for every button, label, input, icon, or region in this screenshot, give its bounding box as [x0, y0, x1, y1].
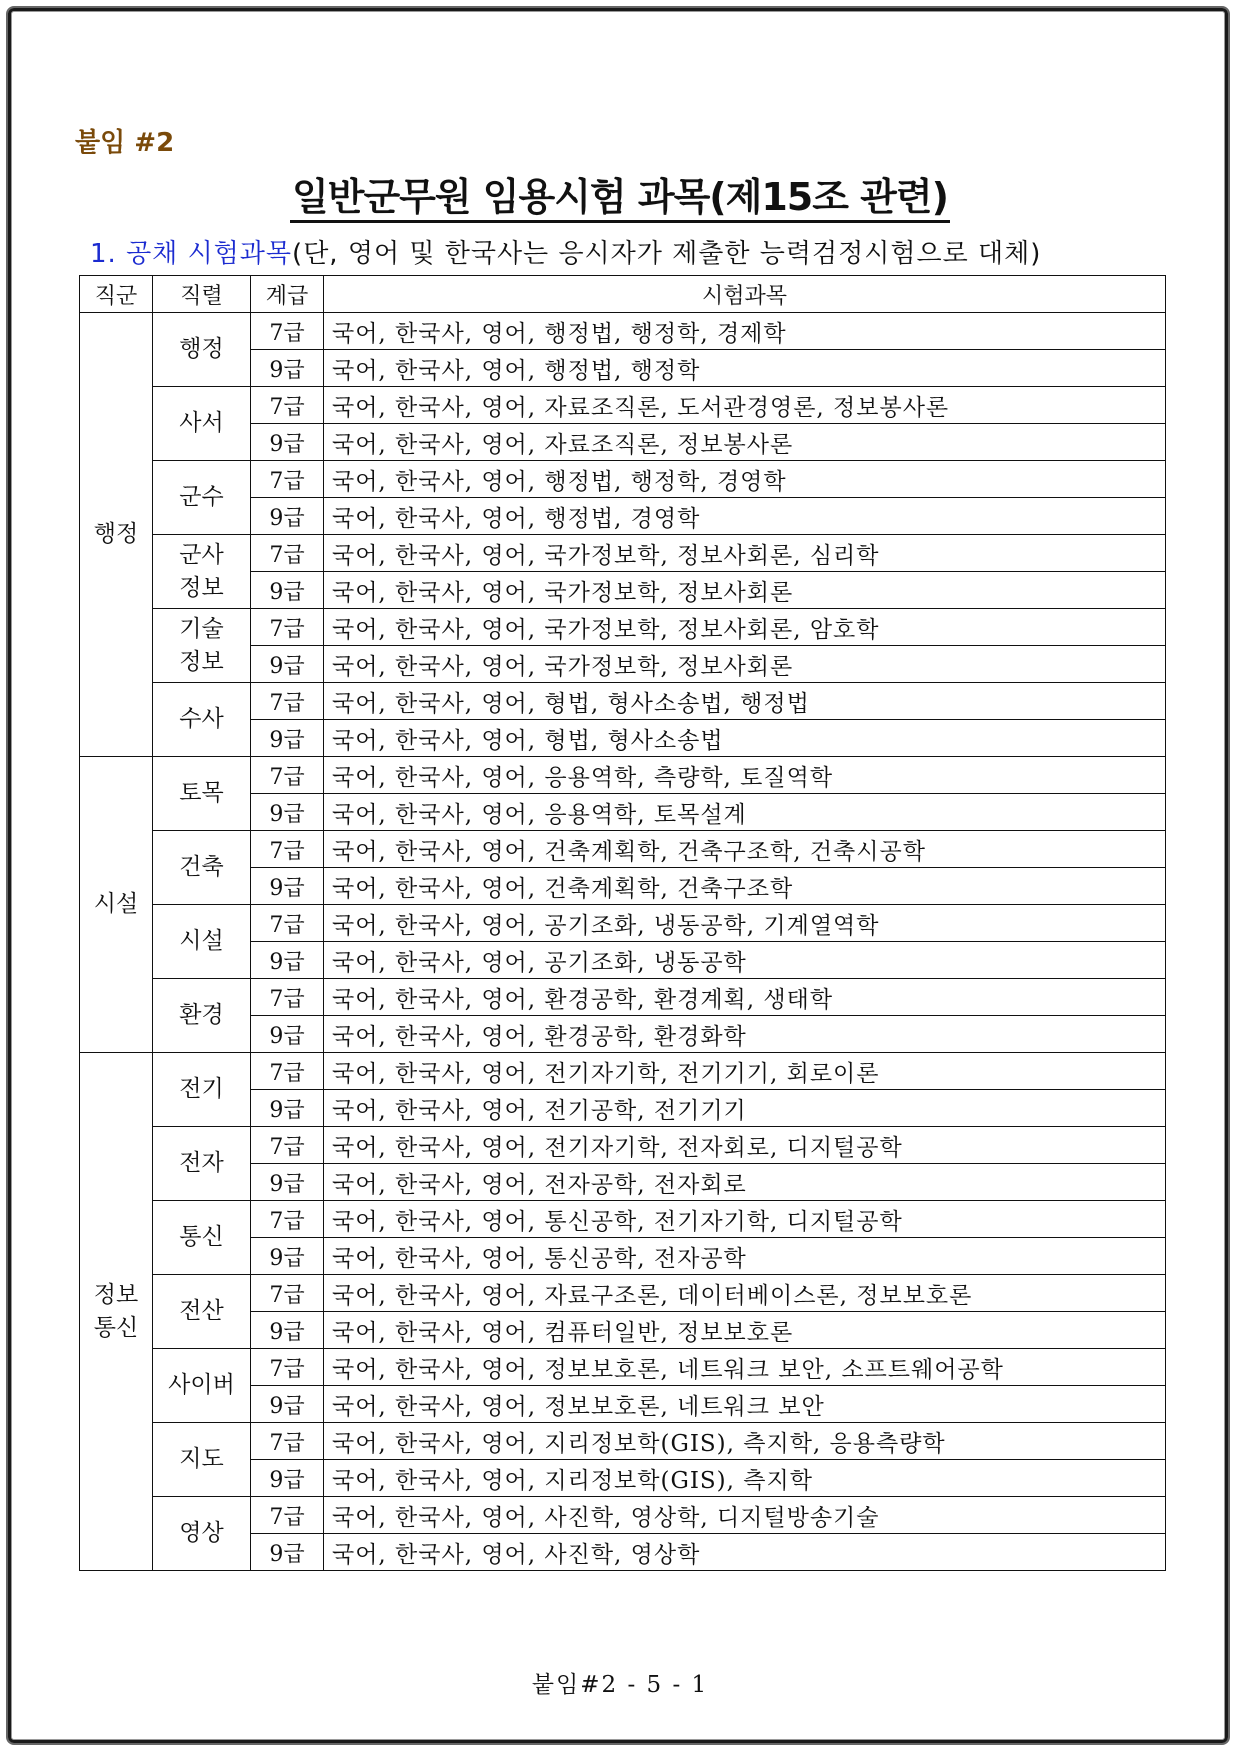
grade-cell: 7급 [251, 461, 324, 498]
grade-cell: 7급 [251, 831, 324, 868]
exam-subjects-table [79, 275, 1166, 1571]
subjects-cell: 국어, 한국사, 영어, 자료구조론, 데이터베이스론, 정보보호론 [324, 1275, 1166, 1312]
subjects-cell: 국어, 한국사, 영어, 공기조화, 냉동공학, 기계열역학 [324, 905, 1166, 942]
table-row [80, 1127, 1166, 1164]
page-title [0, 166, 1240, 221]
subjects-cell: 국어, 한국사, 영어, 사진학, 영상학, 디지털방송기술 [324, 1497, 1166, 1534]
job-cell: 행정 [153, 313, 251, 387]
table-row [80, 461, 1166, 498]
page-title-text: 일반군무원 임용시험 과목(제15조 관련) [290, 175, 950, 223]
job-cell: 전기 [153, 1053, 251, 1127]
grade-cell: 7급 [251, 1423, 324, 1460]
section-heading-label: 1. 공채 시험과목 [90, 239, 293, 269]
table-row [80, 905, 1166, 942]
group-cell: 정보 통신 [80, 1053, 153, 1571]
grade-cell: 7급 [251, 979, 324, 1016]
section-heading [90, 233, 1041, 270]
job-cell: 통신 [153, 1201, 251, 1275]
job-cell: 전산 [153, 1275, 251, 1349]
subjects-cell: 국어, 한국사, 영어, 국가정보학, 정보사회론 [324, 646, 1166, 683]
subjects-cell: 국어, 한국사, 영어, 건축계획학, 건축구조학 [324, 868, 1166, 905]
grade-cell: 7급 [251, 757, 324, 794]
table-row [80, 757, 1166, 794]
subjects-cell: 국어, 한국사, 영어, 환경공학, 환경화학 [324, 1016, 1166, 1053]
table-row [80, 535, 1166, 572]
subjects-cell: 국어, 한국사, 영어, 통신공학, 전자공학 [324, 1238, 1166, 1275]
grade-cell: 7급 [251, 683, 324, 720]
table-row [80, 387, 1166, 424]
table-row [80, 1275, 1166, 1312]
header-subjects: 시험과목 [324, 276, 1166, 313]
grade-cell: 9급 [251, 350, 324, 387]
subjects-cell: 국어, 한국사, 영어, 전자공학, 전자회로 [324, 1164, 1166, 1201]
grade-cell: 7급 [251, 905, 324, 942]
grade-cell: 9급 [251, 1312, 324, 1349]
grade-cell: 9급 [251, 1534, 324, 1571]
subjects-cell: 국어, 한국사, 영어, 국가정보학, 정보사회론, 심리학 [324, 535, 1166, 572]
subjects-cell: 국어, 한국사, 영어, 응용역학, 토목설계 [324, 794, 1166, 831]
job-cell: 군수 [153, 461, 251, 535]
header-job: 직렬 [153, 276, 251, 313]
table-row [80, 683, 1166, 720]
grade-cell: 7급 [251, 313, 324, 350]
grade-cell: 9급 [251, 1460, 324, 1497]
grade-cell: 9급 [251, 572, 324, 609]
grade-cell: 9급 [251, 424, 324, 461]
subjects-cell: 국어, 한국사, 영어, 정보보호론, 네트워크 보안 [324, 1386, 1166, 1423]
grade-cell: 9급 [251, 942, 324, 979]
grade-cell: 7급 [251, 1201, 324, 1238]
grade-cell: 9급 [251, 1238, 324, 1275]
subjects-cell: 국어, 한국사, 영어, 형법, 형사소송법 [324, 720, 1166, 757]
subjects-cell: 국어, 한국사, 영어, 공기조화, 냉동공학 [324, 942, 1166, 979]
grade-cell: 9급 [251, 720, 324, 757]
table-row [80, 609, 1166, 646]
table-body [80, 313, 1166, 1571]
job-cell: 사서 [153, 387, 251, 461]
grade-cell: 9급 [251, 794, 324, 831]
job-cell: 전자 [153, 1127, 251, 1201]
group-cell: 행정 [80, 313, 153, 757]
subjects-cell: 국어, 한국사, 영어, 전기공학, 전기기기 [324, 1090, 1166, 1127]
group-cell: 시설 [80, 757, 153, 1053]
table-row [80, 1497, 1166, 1534]
table-row [80, 1423, 1166, 1460]
job-cell: 군사 정보 [153, 535, 251, 609]
table-header-row [80, 276, 1166, 313]
subjects-cell: 국어, 한국사, 영어, 지리정보학(GIS), 측지학 [324, 1460, 1166, 1497]
subjects-cell: 국어, 한국사, 영어, 환경공학, 환경계획, 생태학 [324, 979, 1166, 1016]
grade-cell: 7급 [251, 1053, 324, 1090]
grade-cell: 9급 [251, 1016, 324, 1053]
grade-cell: 7급 [251, 609, 324, 646]
job-cell: 지도 [153, 1423, 251, 1497]
page-footer: 붙임#2 - 5 - 1 [531, 1672, 709, 1698]
grade-cell: 7급 [251, 535, 324, 572]
subjects-cell: 국어, 한국사, 영어, 응용역학, 측량학, 토질역학 [324, 757, 1166, 794]
grade-cell: 7급 [251, 387, 324, 424]
table-row [80, 1201, 1166, 1238]
table-row [80, 1053, 1166, 1090]
job-cell: 토목 [153, 757, 251, 831]
job-cell: 기술 정보 [153, 609, 251, 683]
subjects-cell: 국어, 한국사, 영어, 행정법, 행정학, 경제학 [324, 313, 1166, 350]
header-grade: 계급 [251, 276, 324, 313]
job-cell: 환경 [153, 979, 251, 1053]
grade-cell: 9급 [251, 498, 324, 535]
subjects-cell: 국어, 한국사, 영어, 자료조직론, 정보봉사론 [324, 424, 1166, 461]
grade-cell: 9급 [251, 1386, 324, 1423]
subjects-cell: 국어, 한국사, 영어, 통신공학, 전기자기학, 디지털공학 [324, 1201, 1166, 1238]
subjects-cell: 국어, 한국사, 영어, 전기자기학, 전기기기, 회로이론 [324, 1053, 1166, 1090]
job-cell: 영상 [153, 1497, 251, 1571]
job-cell: 수사 [153, 683, 251, 757]
grade-cell: 9급 [251, 646, 324, 683]
grade-cell: 7급 [251, 1127, 324, 1164]
subjects-cell: 국어, 한국사, 영어, 국가정보학, 정보사회론, 암호학 [324, 609, 1166, 646]
subjects-cell: 국어, 한국사, 영어, 컴퓨터일반, 정보보호론 [324, 1312, 1166, 1349]
subjects-cell: 국어, 한국사, 영어, 행정법, 행정학 [324, 350, 1166, 387]
section-heading-note: (단, 영어 및 한국사는 응시자가 제출한 능력검정시험으로 대체) [292, 239, 1042, 269]
subjects-cell: 국어, 한국사, 영어, 행정법, 행정학, 경영학 [324, 461, 1166, 498]
table-row [80, 1349, 1166, 1386]
table-row [80, 831, 1166, 868]
subjects-cell: 국어, 한국사, 영어, 사진학, 영상학 [324, 1534, 1166, 1571]
job-cell: 사이버 [153, 1349, 251, 1423]
subjects-cell: 국어, 한국사, 영어, 형법, 형사소송법, 행정법 [324, 683, 1166, 720]
subjects-cell: 국어, 한국사, 영어, 건축계획학, 건축구조학, 건축시공학 [324, 831, 1166, 868]
grade-cell: 9급 [251, 868, 324, 905]
table-row [80, 313, 1166, 350]
attachment-label: 붙임 #2 [75, 128, 175, 158]
job-cell: 시설 [153, 905, 251, 979]
grade-cell: 7급 [251, 1349, 324, 1386]
grade-cell: 7급 [251, 1275, 324, 1312]
grade-cell: 9급 [251, 1090, 324, 1127]
subjects-cell: 국어, 한국사, 영어, 행정법, 경영학 [324, 498, 1166, 535]
subjects-cell: 국어, 한국사, 영어, 국가정보학, 정보사회론 [324, 572, 1166, 609]
subjects-cell: 국어, 한국사, 영어, 정보보호론, 네트워크 보안, 소프트웨어공학 [324, 1349, 1166, 1386]
job-cell: 건축 [153, 831, 251, 905]
subjects-cell: 국어, 한국사, 영어, 전기자기학, 전자회로, 디지털공학 [324, 1127, 1166, 1164]
table-row [80, 979, 1166, 1016]
subjects-cell: 국어, 한국사, 영어, 지리정보학(GIS), 측지학, 응용측량학 [324, 1423, 1166, 1460]
grade-cell: 9급 [251, 1164, 324, 1201]
header-group: 직군 [80, 276, 153, 313]
subjects-cell: 국어, 한국사, 영어, 자료조직론, 도서관경영론, 정보봉사론 [324, 387, 1166, 424]
grade-cell: 7급 [251, 1497, 324, 1534]
